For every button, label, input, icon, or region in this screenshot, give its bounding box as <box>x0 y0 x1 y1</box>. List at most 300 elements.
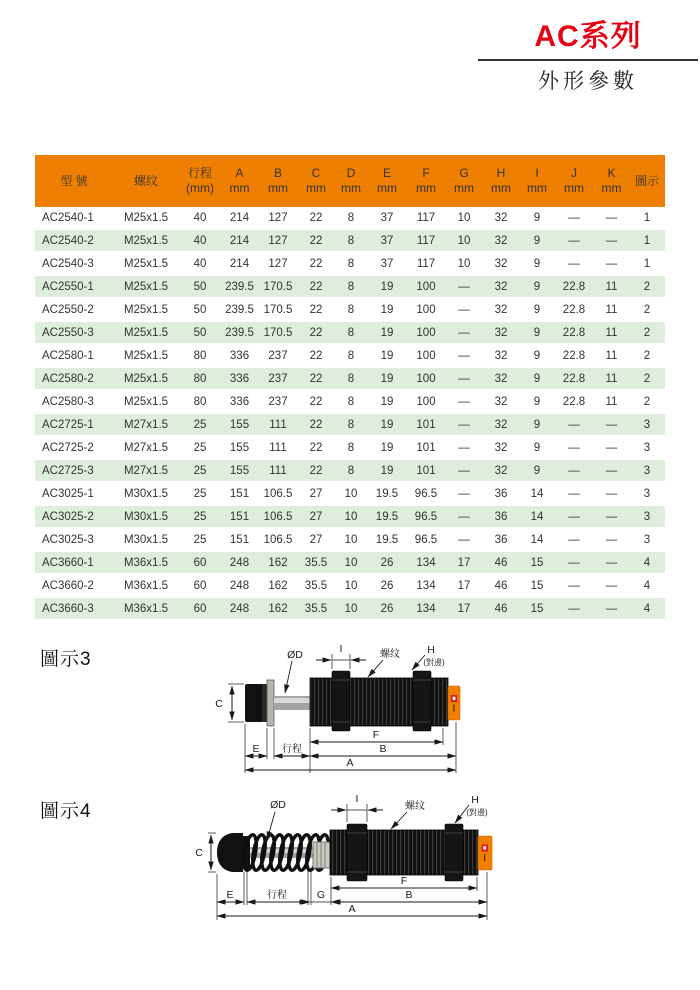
title-divider <box>478 59 698 61</box>
value-cell: 214 <box>221 252 258 275</box>
value-cell: 10 <box>334 597 368 620</box>
value-cell: 248 <box>221 574 258 597</box>
value-cell: 22 <box>298 367 334 390</box>
value-cell: 2 <box>629 367 665 390</box>
value-cell: M25x1.5 <box>113 367 179 390</box>
table-row <box>35 505 665 528</box>
value-cell: 22.8 <box>554 275 594 298</box>
value-cell: 60 <box>179 597 221 620</box>
value-cell: 36 <box>482 528 520 551</box>
value-cell: 40 <box>179 207 221 229</box>
value-cell: 96.5 <box>406 528 446 551</box>
value-cell: — <box>554 574 594 597</box>
dim-label-F: F <box>372 729 380 741</box>
dim-label-H: H <box>427 644 435 656</box>
value-cell: 1 <box>629 207 665 229</box>
model-cell: AC2550-3 <box>35 321 113 344</box>
figure3-caption: 圖示3 <box>40 649 92 670</box>
value-cell: 162 <box>258 597 298 620</box>
value-cell: 11 <box>594 390 629 413</box>
value-cell: 336 <box>221 344 258 367</box>
bumper-edge <box>262 684 267 722</box>
value-cell: 100 <box>406 275 446 298</box>
value-cell: M25x1.5 <box>113 390 179 413</box>
value-cell: M30x1.5 <box>113 505 179 528</box>
column-header: J mm <box>554 155 594 207</box>
value-cell: 117 <box>406 207 446 229</box>
value-cell: 248 <box>221 597 258 620</box>
figure4-caption: 圖示4 <box>40 801 92 822</box>
value-cell: 27 <box>298 505 334 528</box>
value-cell: 101 <box>406 459 446 482</box>
value-cell: — <box>554 482 594 505</box>
value-cell: 2 <box>629 390 665 413</box>
value-cell: 111 <box>258 413 298 436</box>
table-row <box>35 252 665 275</box>
value-cell: 36 <box>482 482 520 505</box>
value-cell: — <box>446 528 482 551</box>
value-cell: — <box>594 528 629 551</box>
value-cell: — <box>594 482 629 505</box>
value-cell: 10 <box>334 574 368 597</box>
dim-label-A: A <box>346 757 354 769</box>
value-cell: 19 <box>368 367 406 390</box>
value-cell: 32 <box>482 321 520 344</box>
column-header: K mm <box>594 155 629 207</box>
value-cell: 237 <box>258 344 298 367</box>
value-cell: 9 <box>520 275 554 298</box>
value-cell: — <box>446 482 482 505</box>
value-cell: 15 <box>520 597 554 620</box>
value-cell: — <box>446 298 482 321</box>
value-cell: 26 <box>368 597 406 620</box>
value-cell: M36x1.5 <box>113 574 179 597</box>
value-cell: 40 <box>179 229 221 252</box>
column-header: 圖示 <box>629 155 665 207</box>
value-cell: 9 <box>520 298 554 321</box>
value-cell: 111 <box>258 459 298 482</box>
value-cell: 96.5 <box>406 482 446 505</box>
value-cell: 19 <box>368 275 406 298</box>
value-cell: 22 <box>298 321 334 344</box>
value-cell: — <box>594 436 629 459</box>
value-cell: 37 <box>368 229 406 252</box>
value-cell: 4 <box>629 574 665 597</box>
value-cell: 8 <box>334 436 368 459</box>
end-cap <box>448 686 460 720</box>
value-cell: 9 <box>520 344 554 367</box>
value-cell: 239.5 <box>221 298 258 321</box>
model-cell: AC3025-1 <box>35 482 113 505</box>
dim-label-I: I <box>339 643 343 655</box>
value-cell: 17 <box>446 597 482 620</box>
value-cell: 26 <box>368 574 406 597</box>
value-cell: 22 <box>298 459 334 482</box>
value-cell: 32 <box>482 252 520 275</box>
value-cell: 3 <box>629 505 665 528</box>
value-cell: — <box>554 597 594 620</box>
value-cell: 106.5 <box>258 505 298 528</box>
hex-nut-front <box>332 671 350 731</box>
value-cell: 14 <box>520 528 554 551</box>
value-cell: 336 <box>221 390 258 413</box>
value-cell: 151 <box>221 528 258 551</box>
spring-collar <box>313 842 331 868</box>
value-cell: — <box>446 413 482 436</box>
table-row <box>35 459 665 482</box>
value-cell: 248 <box>221 551 258 574</box>
value-cell: 237 <box>258 367 298 390</box>
value-cell: 127 <box>258 207 298 229</box>
value-cell: 10 <box>446 252 482 275</box>
value-cell: M25x1.5 <box>113 344 179 367</box>
value-cell: 32 <box>482 298 520 321</box>
value-cell: 9 <box>520 252 554 275</box>
shock-absorber-drawing <box>217 824 492 881</box>
value-cell: 8 <box>334 275 368 298</box>
value-cell: — <box>446 505 482 528</box>
value-cell: 40 <box>179 252 221 275</box>
value-cell: 9 <box>520 321 554 344</box>
page-title: AC系列 <box>534 20 642 53</box>
dim-label-H-note: (對邊) <box>423 658 445 667</box>
model-cell: AC3660-3 <box>35 597 113 620</box>
value-cell: 100 <box>406 367 446 390</box>
value-cell: 22.8 <box>554 298 594 321</box>
column-header: H mm <box>482 155 520 207</box>
dim-label-B: B <box>405 889 413 901</box>
dim-label-I: I <box>355 793 359 805</box>
value-cell: 1 <box>629 229 665 252</box>
value-cell: M36x1.5 <box>113 551 179 574</box>
figure3-drawing <box>200 640 470 780</box>
table-row <box>35 436 665 459</box>
model-cell: AC3025-3 <box>35 528 113 551</box>
piston-rod-highlight <box>274 698 310 703</box>
model-cell: AC2725-2 <box>35 436 113 459</box>
model-cell: AC3660-2 <box>35 574 113 597</box>
value-cell: 25 <box>179 413 221 436</box>
value-cell: 9 <box>520 229 554 252</box>
value-cell: 32 <box>482 459 520 482</box>
value-cell: 46 <box>482 597 520 620</box>
value-cell: 19 <box>368 459 406 482</box>
table-row <box>35 413 665 436</box>
value-cell: 80 <box>179 390 221 413</box>
dim-label-H: H <box>471 794 479 806</box>
value-cell: — <box>446 459 482 482</box>
model-cell: AC2540-2 <box>35 229 113 252</box>
table-row <box>35 367 665 390</box>
dim-label-thread: 螺纹 <box>380 649 400 660</box>
hex-nut-front <box>347 824 367 881</box>
value-cell: 50 <box>179 275 221 298</box>
table-row <box>35 298 665 321</box>
value-cell: 11 <box>594 367 629 390</box>
value-cell: 9 <box>520 436 554 459</box>
value-cell: 10 <box>446 229 482 252</box>
value-cell: 46 <box>482 574 520 597</box>
value-cell: 214 <box>221 229 258 252</box>
value-cell: 32 <box>482 344 520 367</box>
dim-label-H-note: (對邊) <box>466 808 488 817</box>
spec-table-wrap <box>35 155 665 621</box>
value-cell: 19 <box>368 344 406 367</box>
column-header: G mm <box>446 155 482 207</box>
value-cell: 19 <box>368 390 406 413</box>
value-cell: 19.5 <box>368 505 406 528</box>
spec-table <box>35 155 665 621</box>
value-cell: 19 <box>368 413 406 436</box>
value-cell: 22.8 <box>554 390 594 413</box>
value-cell: — <box>446 390 482 413</box>
model-cell: AC2725-1 <box>35 413 113 436</box>
value-cell: — <box>446 436 482 459</box>
value-cell: — <box>594 551 629 574</box>
value-cell: 9 <box>520 367 554 390</box>
value-cell: 25 <box>179 528 221 551</box>
value-cell: 26 <box>368 551 406 574</box>
value-cell: 106.5 <box>258 482 298 505</box>
value-cell: 170.5 <box>258 275 298 298</box>
dim-label-B: B <box>379 743 387 755</box>
value-cell: 151 <box>221 505 258 528</box>
value-cell: 32 <box>482 390 520 413</box>
value-cell: 25 <box>179 436 221 459</box>
column-header: D mm <box>334 155 368 207</box>
dim-label-C: C <box>215 698 223 710</box>
dim-label-F: F <box>400 875 408 887</box>
table-row <box>35 390 665 413</box>
value-cell: 22.8 <box>554 344 594 367</box>
value-cell: — <box>594 413 629 436</box>
value-cell: 8 <box>334 390 368 413</box>
value-cell: 19 <box>368 436 406 459</box>
value-cell: 17 <box>446 574 482 597</box>
table-row <box>35 321 665 344</box>
value-cell: 134 <box>406 574 446 597</box>
value-cell: 155 <box>221 459 258 482</box>
model-cell: AC2550-2 <box>35 298 113 321</box>
value-cell: 106.5 <box>258 528 298 551</box>
value-cell: 22 <box>298 436 334 459</box>
value-cell: — <box>554 436 594 459</box>
value-cell: M25x1.5 <box>113 298 179 321</box>
value-cell: 117 <box>406 252 446 275</box>
end-cap <box>478 836 492 870</box>
value-cell: 17 <box>446 551 482 574</box>
value-cell: 155 <box>221 436 258 459</box>
value-cell: 170.5 <box>258 298 298 321</box>
value-cell: — <box>594 459 629 482</box>
value-cell: 237 <box>258 390 298 413</box>
value-cell: 10 <box>334 528 368 551</box>
value-cell: 2 <box>629 298 665 321</box>
hex-nut-rear <box>413 671 431 731</box>
value-cell: 32 <box>482 367 520 390</box>
value-cell: 8 <box>334 298 368 321</box>
value-cell: 37 <box>368 207 406 229</box>
value-cell: 25 <box>179 459 221 482</box>
value-cell: M27x1.5 <box>113 436 179 459</box>
value-cell: 11 <box>594 275 629 298</box>
value-cell: 100 <box>406 344 446 367</box>
value-cell: 10 <box>334 482 368 505</box>
value-cell: 8 <box>334 459 368 482</box>
value-cell: 127 <box>258 252 298 275</box>
column-header: A mm <box>221 155 258 207</box>
value-cell: 10 <box>334 505 368 528</box>
value-cell: — <box>554 505 594 528</box>
page-subtitle: 外形參數 <box>538 69 638 93</box>
value-cell: 4 <box>629 551 665 574</box>
value-cell: 239.5 <box>221 275 258 298</box>
value-cell: 336 <box>221 367 258 390</box>
value-cell: 11 <box>594 298 629 321</box>
value-cell: 32 <box>482 436 520 459</box>
value-cell: 10 <box>334 551 368 574</box>
value-cell: 127 <box>258 229 298 252</box>
value-cell: 162 <box>258 551 298 574</box>
value-cell: 60 <box>179 574 221 597</box>
value-cell: 3 <box>629 459 665 482</box>
table-row <box>35 229 665 252</box>
value-cell: 100 <box>406 321 446 344</box>
value-cell: M36x1.5 <box>113 597 179 620</box>
table-row <box>35 344 665 367</box>
value-cell: 111 <box>258 436 298 459</box>
value-cell: 37 <box>368 252 406 275</box>
value-cell: 60 <box>179 551 221 574</box>
value-cell: — <box>594 505 629 528</box>
value-cell: 100 <box>406 298 446 321</box>
value-cell: 22 <box>298 390 334 413</box>
value-cell: 25 <box>179 505 221 528</box>
model-cell: AC3025-2 <box>35 505 113 528</box>
dim-label-stroke: 行程 <box>267 890 287 901</box>
value-cell: 8 <box>334 413 368 436</box>
value-cell: 80 <box>179 367 221 390</box>
value-cell: 155 <box>221 413 258 436</box>
table-row <box>35 207 665 229</box>
value-cell: — <box>594 252 629 275</box>
hex-nut-rear <box>445 824 463 881</box>
value-cell: 8 <box>334 252 368 275</box>
value-cell: — <box>446 344 482 367</box>
value-cell: 1 <box>629 252 665 275</box>
value-cell: — <box>594 597 629 620</box>
value-cell: 19 <box>368 321 406 344</box>
column-header: 螺纹 <box>113 155 179 207</box>
value-cell: 22.8 <box>554 321 594 344</box>
value-cell: 32 <box>482 229 520 252</box>
value-cell: 22 <box>298 298 334 321</box>
value-cell: — <box>554 459 594 482</box>
value-cell: 8 <box>334 321 368 344</box>
value-cell: 32 <box>482 275 520 298</box>
value-cell: — <box>446 275 482 298</box>
model-cell: AC2580-1 <box>35 344 113 367</box>
value-cell: 9 <box>520 390 554 413</box>
value-cell: M27x1.5 <box>113 413 179 436</box>
value-cell: M30x1.5 <box>113 528 179 551</box>
dim-label-OD: ØD <box>270 799 286 811</box>
value-cell: 11 <box>594 344 629 367</box>
value-cell: — <box>554 528 594 551</box>
model-cell: AC3660-1 <box>35 551 113 574</box>
value-cell: M30x1.5 <box>113 482 179 505</box>
value-cell: 14 <box>520 505 554 528</box>
value-cell: M25x1.5 <box>113 229 179 252</box>
value-cell: 101 <box>406 436 446 459</box>
dim-label-A: A <box>348 903 356 915</box>
dome-cap <box>217 833 243 872</box>
value-cell: 3 <box>629 413 665 436</box>
table-row <box>35 574 665 597</box>
column-header: C mm <box>298 155 334 207</box>
value-cell: 50 <box>179 298 221 321</box>
value-cell: 8 <box>334 207 368 229</box>
dim-label-E: E <box>252 743 260 755</box>
model-cell: AC2540-1 <box>35 207 113 229</box>
value-cell: 10 <box>446 207 482 229</box>
value-cell: 35.5 <box>298 551 334 574</box>
value-cell: 239.5 <box>221 321 258 344</box>
value-cell: 15 <box>520 551 554 574</box>
value-cell: 36 <box>482 505 520 528</box>
value-cell: M25x1.5 <box>113 207 179 229</box>
dim-label-C: C <box>195 847 203 859</box>
figure4-drawing <box>190 792 500 942</box>
value-cell: 22 <box>298 413 334 436</box>
column-header: 行程 (mm) <box>179 155 221 207</box>
value-cell: 22 <box>298 229 334 252</box>
value-cell: 100 <box>406 390 446 413</box>
value-cell: 96.5 <box>406 505 446 528</box>
value-cell: 32 <box>482 413 520 436</box>
column-header: E mm <box>368 155 406 207</box>
value-cell: 32 <box>482 207 520 229</box>
value-cell: — <box>594 574 629 597</box>
value-cell: 22 <box>298 275 334 298</box>
value-cell: 35.5 <box>298 597 334 620</box>
table-row <box>35 528 665 551</box>
value-cell: 8 <box>334 367 368 390</box>
value-cell: 3 <box>629 528 665 551</box>
value-cell: 4 <box>629 597 665 620</box>
model-cell: AC2580-3 <box>35 390 113 413</box>
value-cell: 22.8 <box>554 367 594 390</box>
value-cell: 9 <box>520 413 554 436</box>
dim-label-thread: 螺纹 <box>405 801 425 812</box>
value-cell: 35.5 <box>298 574 334 597</box>
value-cell: 162 <box>258 574 298 597</box>
title-block <box>478 20 698 95</box>
value-cell: 14 <box>520 482 554 505</box>
value-cell: — <box>554 551 594 574</box>
value-cell: 11 <box>594 321 629 344</box>
model-cell: AC2725-3 <box>35 459 113 482</box>
value-cell: M27x1.5 <box>113 459 179 482</box>
value-cell: — <box>554 413 594 436</box>
value-cell: 151 <box>221 482 258 505</box>
value-cell: 134 <box>406 597 446 620</box>
table-row <box>35 275 665 298</box>
value-cell: 101 <box>406 413 446 436</box>
value-cell: 9 <box>520 459 554 482</box>
value-cell: 46 <box>482 551 520 574</box>
value-cell: 134 <box>406 551 446 574</box>
